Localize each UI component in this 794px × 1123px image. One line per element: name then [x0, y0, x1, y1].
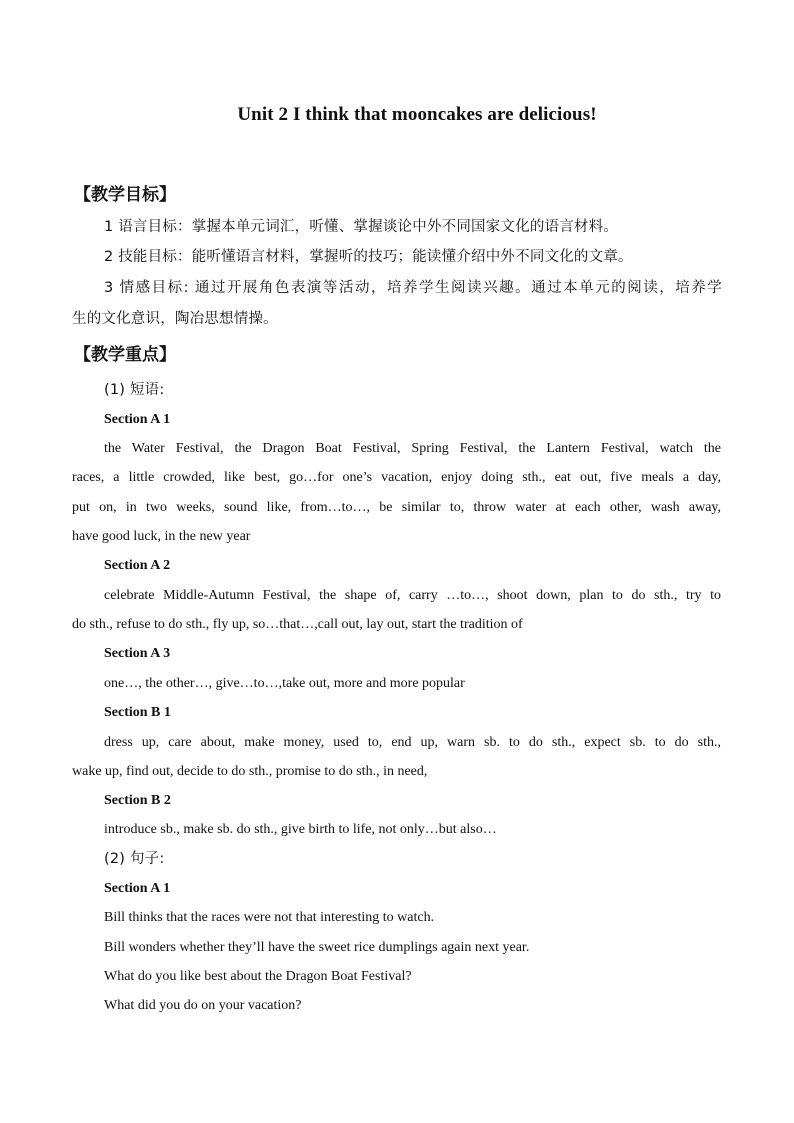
sentence-line: What did you do on your vacation?	[104, 998, 302, 1013]
phrase-line: dress up, care about, make money, used to, end up, warn sb. to do sth., expect sb. to do sth.,	[104, 735, 721, 750]
section-label: Section A 1	[104, 881, 171, 896]
phrase-line: have good luck, in the new year	[72, 529, 251, 544]
phrase-line: the Water Festival, the Dragon Boat Festival, Spring Festival, the Lantern Festival, watch the	[104, 441, 721, 456]
phrase-line: do sth., refuse to do sth., fly up, so…that…,call out, lay out, start the tradition of	[72, 617, 523, 632]
objective-item-continued: 生的文化意识，陶冶思想情操。	[72, 311, 278, 327]
phrase-line: wake up, find out, decide to do sth., promise to do sth., in need,	[72, 764, 428, 779]
section-label: Section A 1	[104, 412, 171, 427]
sentence-line: What do you like best about the Dragon Boat Festival?	[104, 969, 412, 984]
keypoints-heading: 【教学重点】	[74, 345, 176, 365]
section-label: Section A 3	[104, 646, 171, 661]
sentence-line: Bill wonders whether they’ll have the sweet rice dumplings again next year.	[104, 940, 530, 955]
phrase-line: introduce sb., make sb. do sth., give birth to life, not only…but also…	[104, 822, 497, 837]
phrase-line: races, a little crowded, like best, go…for one’s vacation, enjoy doing sth., eat out, five meals a day,	[72, 470, 721, 485]
phrases-label: (1) 短语:	[104, 382, 165, 398]
objective-item: 3 情感目标: 通过开展角色表演等活动，培养学生阅读兴趣。通过本单元的阅读，培养学	[104, 280, 722, 296]
objectives-heading: 【教学目标】	[74, 185, 176, 205]
sentences-label: (2) 句子:	[104, 851, 165, 867]
section-label: Section A 2	[104, 558, 171, 573]
page-title: Unit 2 I think that mooncakes are delicious!	[237, 104, 597, 125]
section-label: Section B 2	[104, 793, 171, 808]
sentence-line: Bill thinks that the races were not that interesting to watch.	[104, 910, 435, 925]
phrase-line: one…, the other…, give…to…,take out, more and more popular	[104, 676, 465, 691]
phrase-line: put on, in two weeks, sound like, from…to…, be similar to, throw water at each other, wash away,	[72, 500, 721, 515]
section-label: Section B 1	[104, 705, 171, 720]
phrase-line: celebrate Middle-Autumn Festival, the shape of, carry …to…, shoot down, plan to do sth., try to	[104, 588, 721, 603]
objective-item: 1 语言目标：掌握本单元词汇，听懂、掌握谈论中外不同国家文化的语言材料。	[104, 219, 619, 235]
objective-item: 2 技能目标：能听懂语言材料，掌握听的技巧；能读懂介绍中外不同文化的文章。	[104, 249, 633, 265]
